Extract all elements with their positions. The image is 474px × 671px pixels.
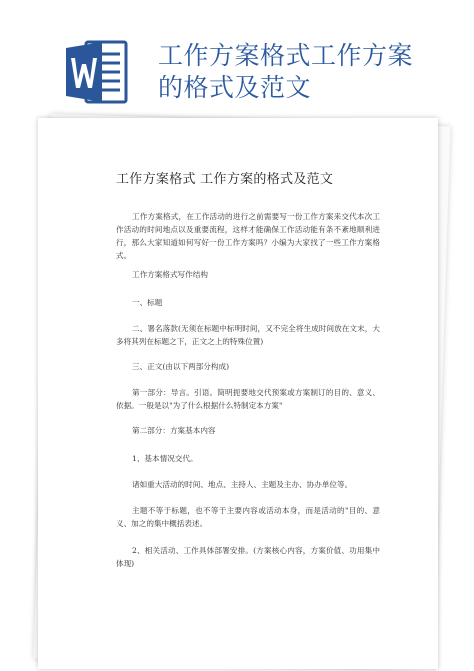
document-page xyxy=(38,118,438,669)
paragraph: 主题不等于标题，也不等于主要内容或活动本身，而是活动的"目的、意义、加之的集中概括表述。 xyxy=(116,506,380,528)
headline-line-2: 的格式及范文 xyxy=(158,73,312,102)
intro-paragraph: 工作方案格式，在工作活动的进行之前需要写一份工作方案来交代本次工作活动的时间地点以及重要流程，这样才能确保工作活动能有条不紊地顺利进行，那么大家知道如何写好一份工作方案吗？小编为大家找了一些工作方案格式。 xyxy=(116,212,380,260)
page-headline xyxy=(158,40,458,104)
paragraph: 第一部分：导言。引语。简明扼要地交代预案或方案制订的目的、意义、依据。一般是以"为了什么根据什么特制定本方案" xyxy=(116,388,380,410)
headline-line-1: 工作方案格式工作方案 xyxy=(158,41,414,70)
list-item: 2、相关活动、工作具体部署安排。(方案核心内容，方案价值、功用集中体现) xyxy=(116,546,380,568)
document-title: 工作方案格式 工作方案的格式及范文 xyxy=(116,172,334,187)
list-item: 1、基本情况交代。 xyxy=(132,454,198,463)
paragraph: 诸如重大活动的时间、地点、主持人、主题及主办、协办单位等。 xyxy=(132,480,353,489)
section-heading: 工作方案格式写作结构 xyxy=(132,270,208,279)
list-item: 一、标题 xyxy=(132,298,163,307)
word-icon xyxy=(64,38,128,106)
paragraph: 第二部分：方案基本内容 xyxy=(132,426,216,435)
list-item: 三、正文(由以下两部分构成) xyxy=(132,362,230,371)
header xyxy=(0,0,474,118)
list-item: 二、署名落款(无须在标题中标明时间，又不完全将生成时间放在文末，大多将其列在标题之下，正文之上的特殊位置) xyxy=(116,324,380,346)
